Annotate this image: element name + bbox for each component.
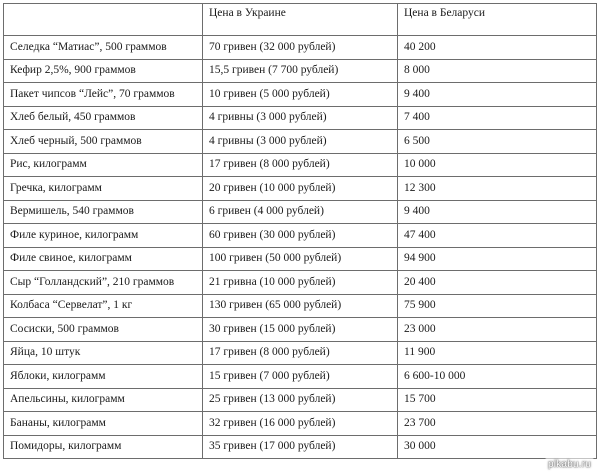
- product-name-cell: Селедка “Матиас”, 500 граммов: [4, 36, 203, 60]
- price-belarus-cell: 47 400: [398, 224, 597, 248]
- table-row: [4, 412, 597, 436]
- price-ukraine-cell: 4 гривны (3 000 рублей): [203, 106, 398, 130]
- price-belarus-cell: 15 700: [398, 388, 597, 412]
- price-belarus-cell: 9 400: [398, 200, 597, 224]
- table-row: [4, 247, 597, 271]
- price-belarus-cell: 6 600-10 000: [398, 365, 597, 389]
- table-row: [4, 59, 597, 83]
- price-ukraine-cell: 35 гривен (17 000 рублей): [203, 435, 398, 459]
- price-ukraine-cell: 20 гривен (10 000 рублей): [203, 177, 398, 201]
- price-belarus-cell: 10 000: [398, 153, 597, 177]
- price-belarus-cell: 23 000: [398, 318, 597, 342]
- price-belarus-cell: 7 400: [398, 106, 597, 130]
- table-header-row: [4, 4, 597, 36]
- table-row: [4, 365, 597, 389]
- table-row: [4, 177, 597, 201]
- product-name-cell: Рис, килограмм: [4, 153, 203, 177]
- product-name-cell: Бананы, килограмм: [4, 412, 203, 436]
- product-name-cell: Кефир 2,5%, 900 граммов: [4, 59, 203, 83]
- product-name-cell: Хлеб белый, 450 граммов: [4, 106, 203, 130]
- table-body: [4, 36, 597, 459]
- price-ukraine-cell: 6 гривен (4 000 рублей): [203, 200, 398, 224]
- table-row: [4, 153, 597, 177]
- price-comparison-table: [3, 3, 597, 459]
- table-row: [4, 224, 597, 248]
- price-belarus-cell: 75 900: [398, 294, 597, 318]
- product-name-cell: Сыр “Голландский”, 210 граммов: [4, 271, 203, 295]
- table-row: [4, 341, 597, 365]
- product-name-cell: Вермишель, 540 граммов: [4, 200, 203, 224]
- price-ukraine-cell: 100 гривен (50 000 рублей): [203, 247, 398, 271]
- price-ukraine-cell: 15,5 гривен (7 700 рублей): [203, 59, 398, 83]
- table-row: [4, 130, 597, 154]
- price-belarus-cell: 94 900: [398, 247, 597, 271]
- product-name-cell: Яблоки, килограмм: [4, 365, 203, 389]
- price-belarus-cell: 40 200: [398, 36, 597, 60]
- product-name-cell: Филе куриное, килограмм: [4, 224, 203, 248]
- site-watermark: pikabu.ru: [545, 458, 594, 471]
- table-row: [4, 318, 597, 342]
- price-ukraine-cell: 15 гривен (7 000 рублей): [203, 365, 398, 389]
- table-row: [4, 36, 597, 60]
- price-belarus-cell: 20 400: [398, 271, 597, 295]
- price-belarus-cell: 30 000: [398, 435, 597, 459]
- table-row: [4, 435, 597, 459]
- column-header-product: [4, 4, 203, 36]
- product-name-cell: Колбаса “Сервелат”, 1 кг: [4, 294, 203, 318]
- table-row: [4, 83, 597, 107]
- table-row: [4, 388, 597, 412]
- product-name-cell: Пакет чипсов “Лейс”, 70 граммов: [4, 83, 203, 107]
- price-ukraine-cell: 21 гривна (10 000 рублей): [203, 271, 398, 295]
- product-name-cell: Хлеб черный, 500 граммов: [4, 130, 203, 154]
- product-name-cell: Яйца, 10 штук: [4, 341, 203, 365]
- price-ukraine-cell: 17 гривен (8 000 рублей): [203, 153, 398, 177]
- column-header-price-ukraine: Цена в Украине: [203, 4, 398, 36]
- price-ukraine-cell: 4 гривны (3 000 рублей): [203, 130, 398, 154]
- price-belarus-cell: 23 700: [398, 412, 597, 436]
- product-name-cell: Филе свиное, килограмм: [4, 247, 203, 271]
- column-header-price-belarus: Цена в Беларуси: [398, 4, 597, 36]
- price-ukraine-cell: 30 гривен (15 000 рублей): [203, 318, 398, 342]
- price-belarus-cell: 11 900: [398, 341, 597, 365]
- price-belarus-cell: 9 400: [398, 83, 597, 107]
- price-ukraine-cell: 70 гривен (32 000 рублей): [203, 36, 398, 60]
- table-row: [4, 294, 597, 318]
- price-belarus-cell: 12 300: [398, 177, 597, 201]
- product-name-cell: Помидоры, килограмм: [4, 435, 203, 459]
- price-belarus-cell: 8 000: [398, 59, 597, 83]
- table-row: [4, 200, 597, 224]
- product-name-cell: Сосиски, 500 граммов: [4, 318, 203, 342]
- price-ukraine-cell: 10 гривен (5 000 рублей): [203, 83, 398, 107]
- product-name-cell: Апельсины, килограмм: [4, 388, 203, 412]
- price-ukraine-cell: 17 гривен (8 000 рублей): [203, 341, 398, 365]
- product-name-cell: Гречка, килограмм: [4, 177, 203, 201]
- price-ukraine-cell: 25 гривен (13 000 рублей): [203, 388, 398, 412]
- price-ukraine-cell: 32 гривен (16 000 рублей): [203, 412, 398, 436]
- price-ukraine-cell: 60 гривен (30 000 рублей): [203, 224, 398, 248]
- table-row: [4, 271, 597, 295]
- price-belarus-cell: 6 500: [398, 130, 597, 154]
- table-row: [4, 106, 597, 130]
- price-ukraine-cell: 130 гривен (65 000 рублей): [203, 294, 398, 318]
